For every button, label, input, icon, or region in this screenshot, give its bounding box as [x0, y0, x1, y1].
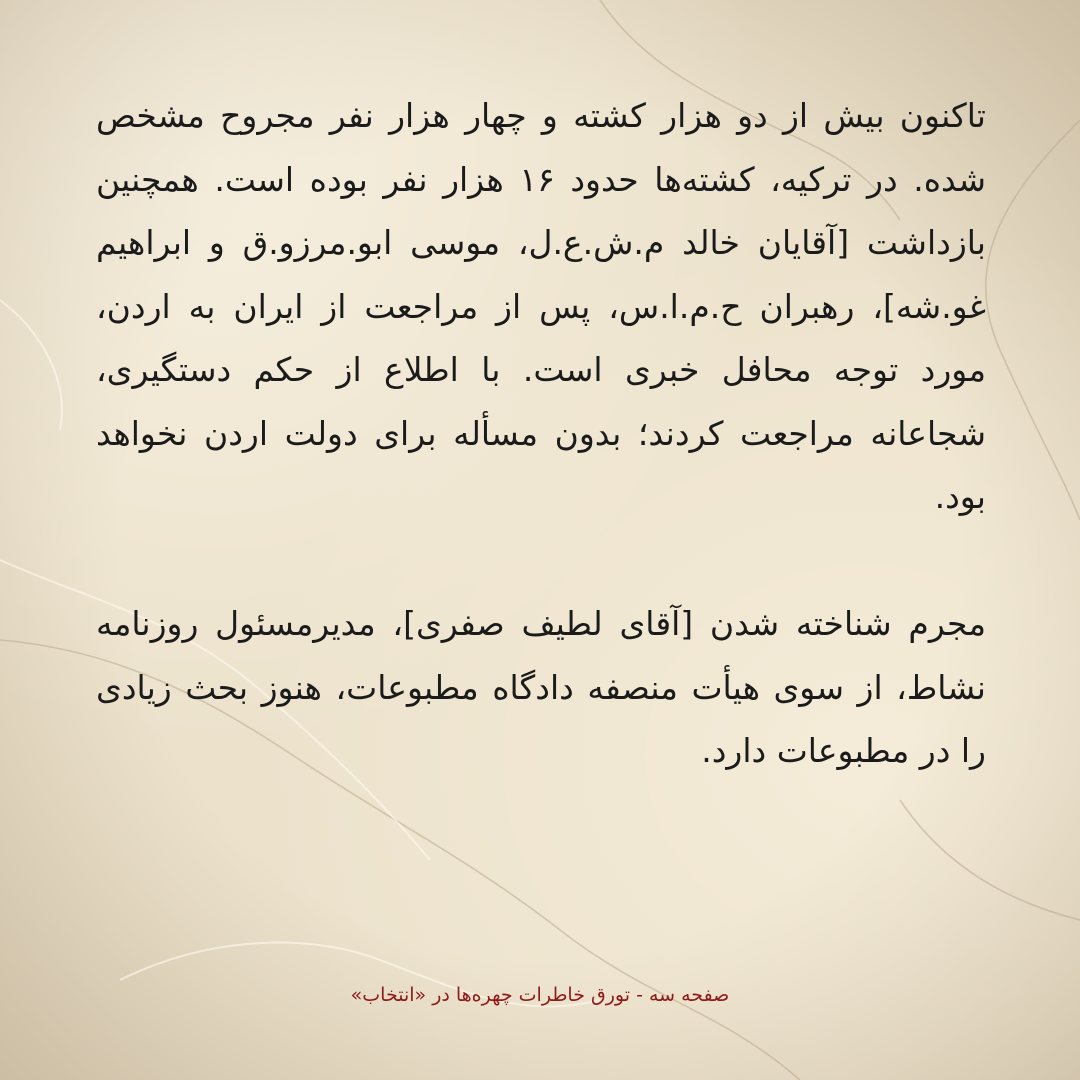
- page-footer: صفحه سه - تورق خاطرات چهره‌ها در «انتخاب»: [350, 984, 730, 1006]
- body-text: [96, 84, 986, 783]
- paragraph-2: مجرم شناخته شدن [آقای لطیف صفری]، مدیرمسئول روزنامه نشاط، از سوی هیأت منصفه دادگاه مطبوعات، هنوز بحث زیادی را در مطبوعات دارد.: [96, 604, 986, 770]
- paragraph-1: تاکنون بیش از دو هزار کشته و چهار هزار نفر مجروح مشخص شده. در ترکیه، کشته‌ها حدود ۱۶ هزار نفر بوده است. همچنین بازداشت [آقایان خالد م.ش.ع.ل، موسی ابو.مرزو.ق و ابراهیم غو.شه]، رهبران ح.م.ا.س، پس از مراجعت از ایران به اردن، مورد توجه محافل خبری است. با اطلاع از حکم دستگیری، شجاعانه مراجعت کردند؛ بدون مسأله برای دولت اردن نخواهد بود.: [96, 96, 986, 516]
